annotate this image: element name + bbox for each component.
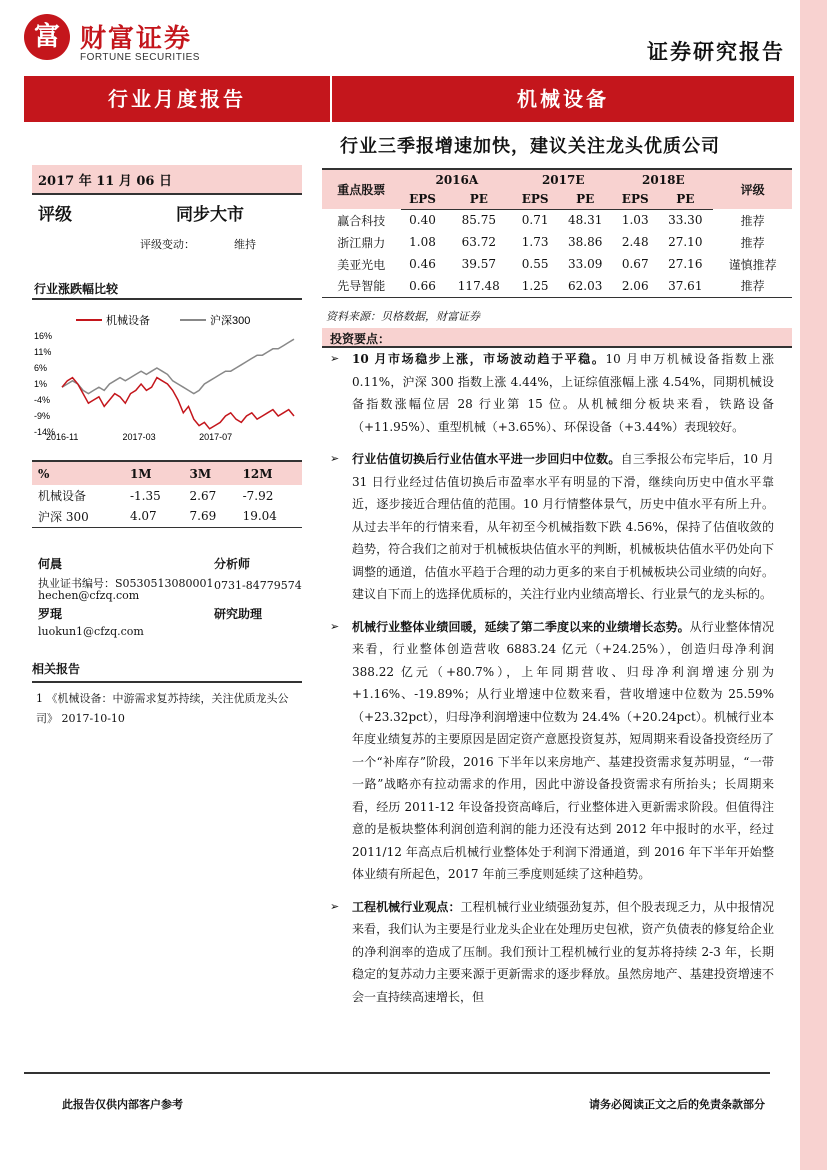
col-eps: EPS bbox=[613, 189, 657, 209]
analyst-role: 分析师 bbox=[214, 557, 251, 571]
assistant-role: 研究助理 bbox=[214, 607, 263, 621]
bullet-lead: 行业估值切换后行业估值水平进一步回归中位数。 bbox=[352, 452, 621, 466]
cert-value: S0530513080001 bbox=[115, 577, 214, 590]
perf-cell: 机械设备 bbox=[38, 489, 87, 503]
title-band bbox=[24, 76, 794, 122]
stock-rating: 推荐 bbox=[740, 213, 765, 228]
stock-cell: 0.46 bbox=[409, 257, 436, 271]
bullet-arrow-icon: ➢ bbox=[330, 352, 340, 365]
key-stocks-table bbox=[322, 168, 792, 298]
section-divider bbox=[32, 298, 302, 300]
stock-name: 美亚光电 bbox=[337, 257, 386, 272]
stock-cell: 27.10 bbox=[668, 235, 703, 249]
perf-cell: 沪深 300 bbox=[32, 506, 124, 527]
cert-label: 执业证书编号： bbox=[38, 577, 115, 590]
y-tick-label: -4% bbox=[34, 395, 51, 405]
logo-mark: 富 bbox=[24, 14, 70, 60]
stock-cell: 0.40 bbox=[409, 213, 436, 228]
stock-cell: 27.16 bbox=[668, 257, 703, 271]
investment-points-title: 投资要点： bbox=[322, 328, 792, 348]
list-item bbox=[326, 896, 774, 1009]
bullet-body: 工程机械行业业绩强劲复苏，但个股表现乏力，从中报情况来看，我们认为主要是行业龙头企业在处理历史包袱，资产负债表的修复给企业的净利润率的造成了压制。我们预计工程机械行业的复苏将持续 2-3 年，长期稳定的复苏动力主要来源于更新需求的逐步释放。虽然房地产、基建投资增速不会一直持续高速增长，但 bbox=[352, 899, 774, 1004]
rating-change-label: 评级变动： bbox=[140, 238, 195, 251]
perf-cell: 19.04 bbox=[237, 506, 302, 527]
side-decoration-bar bbox=[800, 0, 827, 1170]
y-tick-label: 11% bbox=[34, 347, 52, 357]
col-year: 2018E bbox=[613, 169, 713, 189]
col-pe: PE bbox=[557, 189, 613, 209]
y-tick-label: -9% bbox=[34, 411, 51, 421]
report-date: 2017 年 11 月 06 日 bbox=[32, 165, 302, 195]
y-tick-label: -14% bbox=[34, 427, 56, 437]
perf-col-header: 12M bbox=[237, 461, 302, 485]
stock-rating: 推荐 bbox=[740, 235, 765, 250]
investment-points bbox=[326, 348, 774, 1018]
assistant-email[interactable]: luokun1@cfzq.com bbox=[38, 625, 144, 638]
analyst-phone: 0731-84779574 bbox=[214, 579, 302, 592]
stock-cell: 38.86 bbox=[567, 235, 603, 249]
assistant-name: 罗琨 bbox=[38, 607, 63, 621]
table-row bbox=[322, 275, 792, 297]
performance-chart bbox=[32, 304, 302, 442]
bullet-body: 从行业整体情况来看，行业整体创造营收 6883.24 亿元（+24.25%），创造归母净利润 388.22 亿元（+80.7%），上年同期营收、归母净利润增速分别为+1.16%、-19.89%；从行业增速中位数来看，营收增速中位数为 25.59%（+23.32pct），归母净利润增速中位数为 24.4%（+20.24pct）。机械行业本年度业绩复苏的主要原因是固定资产意愿投资复苏，短周期来看设备投资经历了一个“补库存”阶段，2016 下半年以来房地产、基建投资需求复苏明显，“一带一路”战略亦有拉动需求的作用，因此中游设备投资需求有所抬头；长周期来看，经历 2011-12 年设备投资高峰后，行业整体进入更新需求阶段。但值得注意的是板块整体利润创造利润的能力还没有达到 2012 年中报时的水平，经过 2011/12 年高点后机械行业整体处于利润下滑通道，到 2016 年下半年开始整体业绩有所起色，2017 年前三季度则延续了这种趋势。 bbox=[352, 619, 774, 881]
rating-label: 评级 bbox=[38, 205, 72, 225]
perf-cell: 4.07 bbox=[124, 506, 184, 527]
list-item bbox=[326, 348, 774, 438]
stock-cell: 1.73 bbox=[521, 235, 549, 249]
footer-left: 此报告仅供内部客户参考 bbox=[62, 1098, 183, 1111]
col-key-stocks: 重点股票 bbox=[322, 169, 401, 209]
related-report-item[interactable]: 1 《机械设备：中游需求复苏持续，关注优质龙头公司》 2017-10-10 bbox=[36, 692, 289, 725]
rating-value: 同步大市 bbox=[176, 205, 244, 225]
bullet-lead: 工程机械行业观点： bbox=[352, 899, 461, 914]
list-item bbox=[326, 448, 774, 606]
report-type: 证券研究报告 bbox=[647, 39, 785, 64]
report-category: 行业月度报告 bbox=[108, 87, 246, 111]
stock-cell: 1.08 bbox=[409, 235, 436, 249]
col-year: 2017E bbox=[513, 169, 613, 189]
stock-name: 浙江鼎力 bbox=[337, 235, 386, 250]
col-eps: EPS bbox=[401, 189, 445, 209]
col-pe: PE bbox=[657, 189, 713, 209]
related-title: 相关报告 bbox=[32, 660, 302, 683]
performance-table bbox=[32, 460, 302, 528]
y-tick-label: 1% bbox=[34, 379, 48, 389]
analyst-email[interactable]: hechen@cfzq.com bbox=[38, 589, 140, 602]
performance-chart-svg bbox=[32, 304, 302, 442]
stock-cell: 85.75 bbox=[461, 213, 496, 228]
perf-cell: -7.92 bbox=[242, 488, 274, 503]
y-tick-label: 16% bbox=[34, 331, 53, 341]
bullet-arrow-icon: ➢ bbox=[330, 899, 340, 913]
analyst-name: 何晨 bbox=[38, 557, 63, 571]
perf-cell: 2.67 bbox=[189, 488, 217, 503]
perf-col-header: 1M bbox=[124, 461, 184, 485]
performance-section-title: 行业涨跌幅比较 bbox=[34, 282, 119, 296]
perf-cell: -1.35 bbox=[129, 488, 161, 503]
stock-cell: 37.61 bbox=[657, 275, 713, 297]
stock-cell: 0.66 bbox=[401, 275, 445, 297]
stock-cell: 48.31 bbox=[567, 213, 603, 228]
stock-cell: 0.55 bbox=[521, 257, 549, 271]
stock-cell: 0.71 bbox=[521, 213, 549, 228]
stock-cell: 2.48 bbox=[621, 235, 649, 249]
x-tick-label: 2017-07 bbox=[199, 432, 233, 442]
stock-rating: 推荐 bbox=[713, 275, 792, 297]
perf-col-header: % bbox=[32, 461, 124, 485]
series-line-hs300 bbox=[62, 339, 294, 393]
headline: 行业三季报增速加快，建议关注龙头优质公司 bbox=[340, 136, 720, 157]
rating-change bbox=[140, 236, 256, 252]
bullet-lead: 机械行业整体业绩回暖，延续了第二季度以来的业绩增长态势。 bbox=[352, 619, 690, 634]
stock-cell: 63.72 bbox=[461, 235, 496, 249]
industry-name: 机械设备 bbox=[517, 87, 609, 111]
stock-cell: 33.30 bbox=[668, 213, 703, 228]
list-item bbox=[326, 616, 774, 886]
table-row bbox=[322, 253, 792, 275]
stock-cell: 1.25 bbox=[513, 275, 557, 297]
bullet-body: 10 月申万机械设备指数上涨 0.11%，沪深 300 指数上涨 4.44%，上证综值涨幅上涨 4.54%，同期机械设备指数涨幅位居 28 行业第 15 位。从机械细分板块来看，铁路设备（+11.95%）、重型机械（+3.65%）、环保设备（+3.44%）表现较好。 bbox=[352, 352, 774, 434]
stock-rating: 谨慎推荐 bbox=[728, 257, 777, 272]
table-row bbox=[322, 231, 792, 253]
col-eps: EPS bbox=[513, 189, 557, 209]
perf-cell: 7.69 bbox=[184, 506, 237, 527]
legend-label-machinery: 机械设备 bbox=[106, 315, 150, 327]
brand-name-en: FORTUNE SECURITIES bbox=[80, 52, 200, 63]
stock-cell: 1.03 bbox=[621, 213, 649, 228]
x-tick-label: 2016-11 bbox=[46, 432, 79, 442]
stock-cell: 33.09 bbox=[567, 257, 603, 271]
table-row bbox=[32, 506, 302, 527]
source-note: 资料来源：贝格数据，财富证券 bbox=[326, 310, 480, 323]
series-line-machinery bbox=[62, 378, 294, 429]
bullet-body: 自三季报公布完毕后，10 月 31 日行业经过估值切换后市盈率水平有明显的下滑，继续向历史中值水平靠近，逐步接近合理估值的范围。10 月行情整体景气，历史中值水平有所上升。从过去半年的行情来看，从年初至今机械指数下跌 4.56%，保持了估值收敛的趋势，符合我们之前对于机械板块估值水平的判断，机械板块估值水平仍处向下调整的通道，估值水平趋于合理的动力更多的来自于机械板块公司业绩的向好。建议自下而上的选择优质标的，关注行业内业绩高增长、行业景气的龙头标的。 bbox=[352, 452, 774, 601]
table-row bbox=[32, 485, 302, 506]
stock-cell: 0.67 bbox=[621, 257, 649, 271]
bullet-arrow-icon: ➢ bbox=[330, 452, 340, 465]
related-reports bbox=[32, 660, 302, 729]
stock-cell: 62.03 bbox=[557, 275, 613, 297]
y-tick-label: 6% bbox=[34, 363, 48, 373]
col-pe: PE bbox=[444, 189, 513, 209]
footer-right: 请务必阅读正文之后的免责条款部分 bbox=[589, 1098, 765, 1111]
stock-name: 先导智能 bbox=[322, 275, 401, 297]
table-row bbox=[322, 209, 792, 231]
stock-cell: 39.57 bbox=[461, 257, 496, 271]
bullet-lead: 10 月市场稳步上涨，市场波动趋于平稳。 bbox=[352, 352, 606, 366]
stock-cell: 117.48 bbox=[444, 275, 513, 297]
col-year: 2016A bbox=[401, 169, 514, 189]
bullet-arrow-icon: ➢ bbox=[330, 619, 340, 633]
stock-cell: 2.06 bbox=[613, 275, 657, 297]
stock-name: 赢合科技 bbox=[337, 213, 386, 228]
legend-label-hs300: 沪深300 bbox=[210, 315, 251, 327]
x-tick-label: 2017-03 bbox=[122, 432, 156, 442]
footer-divider bbox=[24, 1072, 770, 1074]
perf-col-header: 3M bbox=[184, 461, 237, 485]
logo bbox=[24, 14, 224, 70]
col-rating: 评级 bbox=[713, 169, 792, 209]
rating-change-value: 维持 bbox=[234, 238, 256, 251]
brand-name-cn: 财富证券 bbox=[80, 24, 193, 54]
